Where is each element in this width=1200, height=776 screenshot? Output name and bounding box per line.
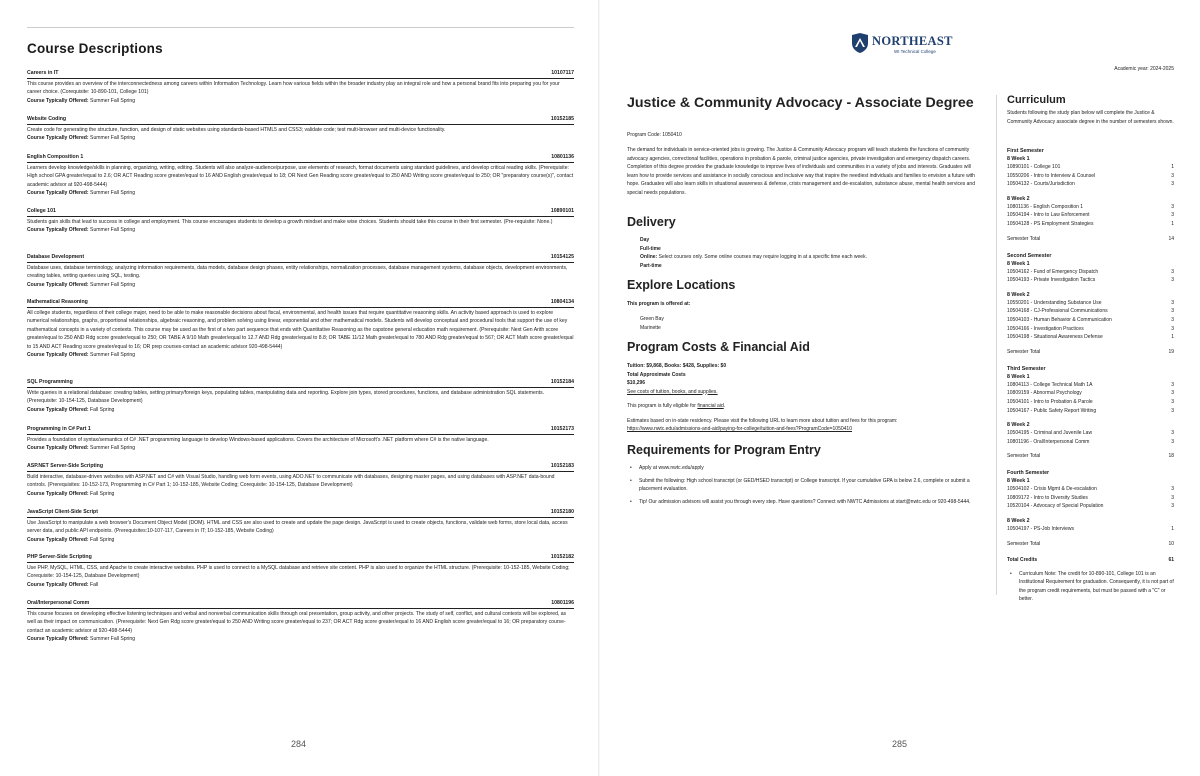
curriculum-course: 10809159 - Abnormal Psychology bbox=[1007, 390, 1082, 397]
course-header bbox=[27, 299, 574, 308]
semester-total: 19 bbox=[1168, 348, 1174, 355]
page-number: 285 bbox=[892, 739, 908, 749]
course-credits: 3 bbox=[1171, 277, 1174, 284]
curriculum-course: 10504193 - Private Investigation Tactics bbox=[1007, 277, 1096, 284]
course-name: SQL Programming bbox=[27, 379, 73, 385]
total-credits-label: Total Credits bbox=[1007, 556, 1038, 563]
curriculum-course-row bbox=[1007, 172, 1174, 181]
course-entry bbox=[27, 254, 574, 289]
offered-label: Course Typically Offered: bbox=[27, 490, 89, 497]
curriculum-course-row bbox=[1007, 211, 1174, 220]
offered-terms: Summer Fall Spring bbox=[90, 352, 136, 359]
course-code: 10152180 bbox=[550, 509, 574, 515]
week-label: 8 Week 1 bbox=[1007, 156, 1030, 162]
course-code: 10890101 bbox=[550, 208, 574, 214]
course-credits: 3 bbox=[1171, 503, 1174, 510]
curriculum-course: 10504194 - Intro to Law Enforcement bbox=[1007, 212, 1090, 219]
curriculum-course: 10801136 - English Composition 1 bbox=[1007, 203, 1084, 210]
course-credits: 3 bbox=[1171, 438, 1174, 445]
course-entry bbox=[27, 509, 574, 544]
course-code: 10152173 bbox=[550, 426, 574, 432]
course-description: Build interactive, database-driven websites with ASP.NET and C# with Visual Studio, handling web form events, using ADO.NET to communicate with databases, designing master pages, and using databases with ASP.NET data-bound controls. (Prerequisites: 10-152-173, Programming in C# Part 1; 10-152-185, Website Coding; Corequisite: 10-154-125, Database Development) bbox=[27, 473, 555, 489]
semester-block bbox=[1007, 147, 1174, 242]
course-name: College 101 bbox=[27, 208, 56, 214]
offered-label: Course Typically Offered: bbox=[27, 190, 89, 197]
offered-label: Course Typically Offered: bbox=[27, 406, 89, 413]
delivery-list bbox=[640, 236, 980, 270]
curriculum-course-row bbox=[1007, 307, 1174, 316]
course-description: This course provides an overview of the interconnectedness among careers within Information Technology. Learn how various fields within the broader industry play an integral role and how a personal brand fits into preparing you for your career choice. (Corequisite: 10-890-101, College 101) bbox=[27, 80, 560, 96]
curriculum-course-row bbox=[1007, 325, 1174, 334]
week-label: 8 Week 1 bbox=[1007, 478, 1030, 485]
course-entry bbox=[27, 116, 574, 143]
online-text: Select courses only. Some online courses may require logging in at a specific time each week. bbox=[657, 254, 867, 260]
curriculum-course-row bbox=[1007, 180, 1174, 189]
delivery-fulltime: Full-time bbox=[640, 245, 661, 252]
total-credits-row bbox=[1007, 557, 1174, 563]
course-offered bbox=[27, 351, 574, 360]
offered-label: Course Typically Offered: bbox=[27, 445, 89, 452]
total-credits: 61 bbox=[1168, 556, 1174, 563]
course-name: Mathematical Reasoning bbox=[27, 299, 88, 305]
offered-terms: Summer Fall Spring bbox=[90, 135, 136, 142]
course-offered bbox=[27, 406, 574, 415]
course-credits: 3 bbox=[1171, 325, 1174, 332]
offered-label: Course Typically Offered: bbox=[27, 135, 89, 142]
column-divider bbox=[996, 95, 997, 595]
offered-terms: Fall Spring bbox=[90, 536, 115, 543]
course-offered bbox=[27, 444, 574, 453]
course-description: All college students, regardless of their college major, need to be able to make reasonable decisions about fiscal, environmental, and health issues that require quantitative reasoning skills. An activity based approach is used to explore numerical relationships, graphs, proportional relationships, algebraic reasoning, and problem solving using linear, exponential and other mathematical models. Students will develop conceptual and procedural tools that support the use of key mathematical concepts in a variety of contexts. This course may be used as the first of a two part sequence that ends with Quantitative Reasoning as the capstone general education math requirement. (Prerequisite: Next Gen Arith score greater/equal to 250 AND Rdg score greater/equal to 250; OR TABE A 9/10 Math greater/equal to 12.7 AND Rdg greater/equal to 8.8; OR TABE 11/12 Math greater/equal to 780 AND Rdg greater/equal to 567; OR ACT Math score greater/equal to 15 AND ACT Reading score greater/equal to 16; OR prep courses-contact an academic advisor 920-498-5444) bbox=[27, 309, 574, 350]
page-title: Course Descriptions bbox=[27, 41, 163, 56]
aid-text: This program is fully eligible for bbox=[627, 403, 698, 409]
week-block bbox=[1007, 477, 1174, 511]
semester-title: Second Semester bbox=[1007, 252, 1052, 259]
requirement-item: • Tip! Our admission advisors will assist you through every step. Have questions? Connect with NWTC Admissions at start@nwtc.edu or 920-498-5444. bbox=[627, 498, 982, 507]
course-offered bbox=[27, 581, 574, 590]
course-credits: 3 bbox=[1171, 381, 1174, 388]
course-credits: 3 bbox=[1171, 316, 1174, 323]
costs-block bbox=[627, 362, 982, 434]
week-label: 8 Week 2 bbox=[1007, 518, 1030, 525]
curriculum-course: 10504167 - Public Safety Report Writing bbox=[1007, 407, 1097, 414]
curriculum-course-row bbox=[1007, 429, 1174, 438]
course-credits: 1 bbox=[1171, 526, 1174, 533]
course-credits: 3 bbox=[1171, 308, 1174, 315]
semester-total: 10 bbox=[1168, 540, 1174, 547]
week-block bbox=[1007, 195, 1174, 229]
curriculum-course: 10504168 - CJ-Professional Communications bbox=[1007, 308, 1108, 315]
costs-heading: Program Costs & Financial Aid bbox=[627, 340, 810, 354]
course-credits: 3 bbox=[1171, 486, 1174, 493]
top-rule bbox=[27, 27, 574, 28]
curriculum-course: 10801196 - Oral/Interpersonal Comm bbox=[1007, 438, 1090, 445]
course-code: 10801136 bbox=[551, 154, 574, 160]
offered-terms: Summer Fall Spring bbox=[90, 445, 136, 452]
course-code: 10801196 bbox=[551, 600, 574, 606]
costs-total-label: Total Approximate Costs bbox=[627, 371, 686, 378]
curriculum-course: 10504166 - Investigation Practices bbox=[1007, 325, 1084, 332]
offered-at: This program is offered at: bbox=[627, 301, 691, 307]
course-code: 10152185 bbox=[550, 116, 574, 122]
course-header bbox=[27, 600, 574, 609]
course-credits: 3 bbox=[1171, 430, 1174, 437]
course-offered bbox=[27, 490, 574, 499]
location-list bbox=[640, 315, 840, 332]
logo-subtitle: WI Technical College bbox=[894, 49, 936, 54]
delivery-parttime: Part-time bbox=[640, 262, 662, 269]
offered-label: Course Typically Offered: bbox=[27, 636, 89, 643]
course-offered bbox=[27, 97, 574, 106]
curriculum-course-row bbox=[1007, 525, 1174, 534]
course-name: PHP Server-Side Scripting bbox=[27, 554, 92, 560]
week-block bbox=[1007, 291, 1174, 342]
course-entry bbox=[27, 600, 574, 644]
course-code: 10154125 bbox=[550, 254, 574, 260]
curriculum-course-row bbox=[1007, 407, 1174, 416]
course-offered bbox=[27, 189, 574, 198]
course-name: Database Development bbox=[27, 254, 85, 260]
course-header bbox=[27, 379, 574, 388]
course-description: This course focuses on developing effective listening techniques and verbal and nonverbal communication skills through oral presentation, group activity, and other projects. The study of self, conflict, and cultural contexts will be explored, as well as their impact on communication. (Prerequisite: Next Gen Rdg score greater/equal to 250 AND Writing score greater/equal to 237; OR ACT Rdg score greater/equal to 16 AND English score greater/equal to 16; OR preparatory course-contact an academic advisor at 920-498-5444) bbox=[27, 610, 567, 634]
course-credits: 3 bbox=[1171, 299, 1174, 306]
course-description: Students gain skills that lead to success in college and employment. This course encourages students to develop a growth mindset and make wise choices. Students should take this course in their first semester. (Pre-requisite: None.) bbox=[27, 218, 553, 225]
course-header bbox=[27, 426, 574, 435]
semester-title: Fourth Semester bbox=[1007, 470, 1050, 477]
course-name: English Composition 1 bbox=[27, 154, 84, 160]
curriculum-course: 10504197 - PS-Job Interviews bbox=[1007, 526, 1074, 533]
delivery-heading: Delivery bbox=[627, 215, 676, 229]
course-name: ASP.NET Server-Side Scripting bbox=[27, 463, 104, 469]
course-header bbox=[27, 463, 574, 472]
week-label: 8 Week 1 bbox=[1007, 260, 1030, 267]
logo-name: NORTHEAST bbox=[872, 34, 953, 48]
semester-total-row bbox=[1007, 236, 1174, 242]
course-header bbox=[27, 208, 574, 217]
course-credits: 3 bbox=[1171, 212, 1174, 219]
curriculum-course-row bbox=[1007, 494, 1174, 503]
course-name: Programming in C# Part 1 bbox=[27, 426, 91, 432]
curriculum-course: 10504132 - Courts/Jurisdiction bbox=[1007, 181, 1075, 188]
aid-period: . bbox=[723, 403, 726, 409]
course-header bbox=[27, 509, 574, 518]
costs-total: $10,296 bbox=[627, 380, 646, 386]
semester-total-row bbox=[1007, 349, 1174, 355]
course-description: Use JavaScript to manipulate a web browser's Document Object Model (DOM). HTML and CSS are also used to create and update the page design. JavaScript is used to create objects, functions, validate web forms, store local data, access server data, and public API endpoints. (Prerequisites:10-107-117, Careers in IT; 10-152-185, Website Coding) bbox=[27, 519, 568, 535]
curriculum-course: 10550206 - Intro to Interview & Counsel bbox=[1007, 172, 1096, 179]
curriculum-course-row bbox=[1007, 333, 1174, 342]
semester-total-row bbox=[1007, 541, 1174, 547]
course-name: Website Coding bbox=[27, 116, 67, 122]
tuition-url-link[interactable]: https://www.nwtc.edu/admissions-and-aid/paying-for-college/tuition-and-fees?ProgramCode=1050410 bbox=[627, 426, 852, 432]
curriculum-note: • Curriculum Note: The credit for 10-890-101, College 101 is an Institutional Requirement for graduation. Consequently, it is not part of the program credit requirements, but must be passed with a "C" or better. bbox=[1007, 570, 1174, 604]
curriculum-course-row bbox=[1007, 438, 1174, 447]
offered-terms: Summer Fall Spring bbox=[90, 97, 136, 104]
semester-title: First Semester bbox=[1007, 148, 1044, 154]
delivery-online bbox=[640, 253, 980, 262]
location-item: Marinette bbox=[640, 324, 661, 331]
course-entry bbox=[27, 426, 574, 453]
course-code: 10804134 bbox=[550, 299, 574, 305]
course-entry bbox=[27, 154, 574, 198]
shield-icon bbox=[850, 32, 870, 54]
course-offered bbox=[27, 134, 574, 143]
course-description: Provides a foundation of syntax/semantics of C# .NET programming language to develop Windows-based applications. Covers the architecture of Microsoft's .NET platform where C# is the native language. bbox=[27, 436, 489, 443]
course-entry bbox=[27, 208, 574, 235]
semester-total: 14 bbox=[1168, 235, 1174, 242]
week-label: 8 Week 1 bbox=[1007, 373, 1030, 380]
offered-terms: Fall bbox=[90, 581, 99, 588]
curriculum-intro: Students following the study plan below will complete the Justice & Community Advocacy associate degree in the number of semesters shown. bbox=[1007, 110, 1174, 125]
course-code: 10152184 bbox=[550, 379, 574, 385]
curriculum-course-row bbox=[1007, 316, 1174, 325]
locations-heading: Explore Locations bbox=[627, 278, 736, 292]
course-entry bbox=[27, 463, 574, 498]
curriculum-course: 10504128 - PS Employment Strategies bbox=[1007, 220, 1094, 227]
offered-terms: Summer Fall Spring bbox=[90, 227, 136, 234]
curriculum-course: 10520104 - Advocacy of Special Population bbox=[1007, 503, 1104, 510]
course-entry bbox=[27, 299, 574, 360]
program-title: Justice & Community Advocacy - Associate Degree bbox=[627, 95, 974, 111]
offered-terms: Summer Fall Spring bbox=[90, 190, 136, 197]
curriculum-course: 10809172 - Intro to Diversity Studies bbox=[1007, 494, 1088, 501]
delivery-day: Day bbox=[640, 237, 650, 243]
offered-terms: Fall Spring bbox=[90, 490, 115, 497]
online-label: Online: bbox=[640, 254, 658, 260]
curriculum-course-row bbox=[1007, 220, 1174, 229]
curriculum-course-row bbox=[1007, 398, 1174, 407]
offered-terms: Summer Fall Spring bbox=[90, 636, 136, 643]
course-header bbox=[27, 154, 574, 163]
course-offered bbox=[27, 635, 574, 644]
curriculum-course: 10550201 - Understanding Substance Use bbox=[1007, 299, 1102, 306]
estimates-text: Estimates based on in-state residency. Please visit the following URL to learn more about tuition and fees for this program: bbox=[627, 417, 898, 424]
curriculum-note-list bbox=[1007, 570, 1174, 604]
offered-label: Course Typically Offered: bbox=[27, 281, 89, 288]
offered-label: Course Typically Offered: bbox=[27, 97, 89, 104]
course-entry bbox=[27, 379, 574, 414]
course-code: 10107117 bbox=[551, 70, 574, 76]
semester-total-label: Semester Total bbox=[1007, 235, 1041, 242]
week-label: 8 Week 2 bbox=[1007, 291, 1030, 298]
course-credits: 3 bbox=[1171, 398, 1174, 405]
course-description: Create code for generating the structure, function, and design of static websites using standards-based HTML5 and CSS3; validate code; test multi-browser and multi-device functionality. bbox=[27, 126, 446, 133]
course-credits: 3 bbox=[1171, 172, 1174, 179]
curriculum-course: 10504198 - Situational Awareness Defense bbox=[1007, 334, 1103, 341]
course-credits: 1 bbox=[1171, 334, 1174, 341]
course-header bbox=[27, 554, 574, 563]
costs-link[interactable]: See costs of tuition, books, and supplies. bbox=[627, 388, 718, 395]
course-offered bbox=[27, 281, 574, 290]
course-description: Learners develop knowledge/skills in planning, organizing, writing, editing. Students will also analyze-audience/purpose, use elements of research, format documents using standard guidelines, and develop critical reading skills. (Prerequisite: High school GPA greater/equal to 2.6; OR ACT Reading score greater/equal to 16 AND English greater/equal to 18; OR Next Gen Reading score greater/equal to 250 AND Writing score greater/equal to 250; OR "preparatory course(s)", contact academic advisor at 920-498-5444) bbox=[27, 164, 574, 188]
course-description: Write queries in a relational database: creating tables, setting primary/foreign keys, populating tables, manipulating data and reporting. Explore join types, stored procedures, functions, and database administration SQL statements. (Prerequisite: 10-154-125, Database Development) bbox=[27, 389, 545, 405]
curriculum-course-row bbox=[1007, 389, 1174, 398]
curriculum-course: 10804113 - College Technical Math 1A bbox=[1007, 381, 1093, 388]
course-description: Database uses, database terminology, analyzing information requirements, data models, database design phases, entity relationships, normalization processes, database management systems, database objects, development environments, creating tables, writing queries using SQL, testing. bbox=[27, 264, 568, 280]
curriculum-heading: Curriculum bbox=[1007, 94, 1066, 106]
program-code: Program Code: 1050410 bbox=[627, 132, 682, 138]
course-code: 10152183 bbox=[550, 463, 574, 469]
academic-year: Academic year: 2024-2025 bbox=[1114, 66, 1174, 72]
requirements-list bbox=[627, 464, 982, 506]
offered-label: Course Typically Offered: bbox=[27, 352, 89, 359]
week-block bbox=[1007, 260, 1174, 285]
course-code: 10152182 bbox=[550, 554, 574, 560]
week-label: 8 Week 2 bbox=[1007, 422, 1030, 429]
curriculum-course-row bbox=[1007, 268, 1174, 277]
page-number: 284 bbox=[291, 739, 307, 749]
offered-terms: Summer Fall Spring bbox=[90, 281, 136, 288]
curriculum-course-row bbox=[1007, 381, 1174, 390]
location-item: Green Bay bbox=[640, 316, 664, 322]
semester-total: 18 bbox=[1168, 453, 1174, 460]
course-description: Use PHP, MySQL, HTML, CSS, and Apache to create interactive websites. PHP is used to connect to a MySQL database and retrieve site content. PHP is also used to organize the HTML structure. (Prerequisite: 10-152-185, Website Coding; Corequisite: 10-154-125, Database Development) bbox=[27, 564, 570, 580]
curriculum-course-row bbox=[1007, 299, 1174, 308]
course-credits: 1 bbox=[1171, 220, 1174, 227]
course-header bbox=[27, 70, 574, 79]
college-logo bbox=[850, 32, 960, 56]
course-entry bbox=[27, 70, 574, 105]
semester-block bbox=[1007, 365, 1174, 460]
requirement-item: • Apply at www.nwtc.edu/apply bbox=[627, 464, 982, 473]
course-offered bbox=[27, 536, 574, 545]
week-block bbox=[1007, 517, 1174, 534]
financial-aid-link[interactable]: financial aid bbox=[697, 403, 724, 409]
costs-breakdown: Tuition: $9,868, Books: $428, Supplies: $0 bbox=[627, 363, 727, 369]
offered-terms: Fall Spring bbox=[90, 406, 115, 413]
semester-total-label: Semester Total bbox=[1007, 348, 1041, 355]
semester-total-row bbox=[1007, 453, 1174, 459]
semester-total-label: Semester Total bbox=[1007, 540, 1041, 547]
course-offered bbox=[27, 226, 574, 235]
course-credits: 1 bbox=[1171, 164, 1174, 170]
course-credits: 3 bbox=[1171, 390, 1174, 397]
curriculum-course: 10504195 - Criminal and Juvenile Law bbox=[1007, 430, 1093, 437]
course-name: Careers in IT bbox=[27, 70, 59, 76]
curriculum-course: 10504101 - Intro to Probation & Parole bbox=[1007, 398, 1093, 405]
course-name: JavaScript Client-Side Script bbox=[27, 509, 98, 515]
curriculum-course-row bbox=[1007, 163, 1174, 172]
curriculum-course: 10890101 - College 101 bbox=[1007, 164, 1061, 170]
curriculum-course-row bbox=[1007, 203, 1174, 212]
course-entry bbox=[27, 554, 574, 589]
offered-label: Course Typically Offered: bbox=[27, 581, 89, 588]
curriculum-course-row bbox=[1007, 485, 1174, 494]
requirement-item: • Submit the following: High school transcript (or GED/HSED transcript) or College transcript. If your cumulative GPA is below 2.6, complete or submit a placement evaluation. bbox=[627, 477, 982, 494]
course-header bbox=[27, 116, 574, 125]
course-header bbox=[27, 254, 574, 263]
week-block bbox=[1007, 421, 1174, 446]
semester-total-label: Semester Total bbox=[1007, 453, 1041, 460]
course-name: Oral/Interpersonal Comm bbox=[27, 600, 90, 606]
semester-block bbox=[1007, 469, 1174, 546]
course-credits: 3 bbox=[1171, 268, 1174, 275]
course-credits: 3 bbox=[1171, 203, 1174, 210]
offered-label: Course Typically Offered: bbox=[27, 536, 89, 543]
course-credits: 3 bbox=[1171, 494, 1174, 501]
curriculum-plan bbox=[1007, 147, 1174, 604]
requirements-heading: Requirements for Program Entry bbox=[627, 443, 821, 457]
week-label: 8 Week 2 bbox=[1007, 195, 1030, 202]
offered-label: Course Typically Offered: bbox=[27, 227, 89, 234]
week-block bbox=[1007, 373, 1174, 415]
curriculum-course: 10504162 - Fund of Emergency Dispatch bbox=[1007, 268, 1099, 275]
curriculum-course-row bbox=[1007, 276, 1174, 285]
curriculum-course: 10504103 - Human Behavior & Communication bbox=[1007, 316, 1112, 323]
course-credits: 3 bbox=[1171, 407, 1174, 414]
program-intro: The demand for individuals in service-oriented jobs is growing. The Justice & Community Advocacy program will teach students the functions of community advocacy agencies, correctional facilities, operations in probation & parole, criminal justice agencies, private investigation and emergency dispatch careers. Completion of this degree provides the graduate knowledge to improve lives of individuals and communities in a variety of jobs and interests. Graduates will learn how to provide services and assistance in socially conscious and inclusive way that inspire the neediest individuals and families to envision a future with hope. Graduates will also learn skills in situational awareness & defense, crisis management and de-escalation, substance abuse, mental health services and special needs populations. bbox=[627, 147, 975, 196]
course-credits: 3 bbox=[1171, 181, 1174, 188]
financial-aid-line bbox=[627, 402, 982, 411]
curriculum-course-row bbox=[1007, 502, 1174, 511]
curriculum-course: 10504102 - Crisis Mgmt & De-escalation bbox=[1007, 486, 1097, 493]
week-block bbox=[1007, 155, 1174, 189]
semester-block bbox=[1007, 252, 1174, 355]
semester-title: Third Semester bbox=[1007, 365, 1046, 372]
